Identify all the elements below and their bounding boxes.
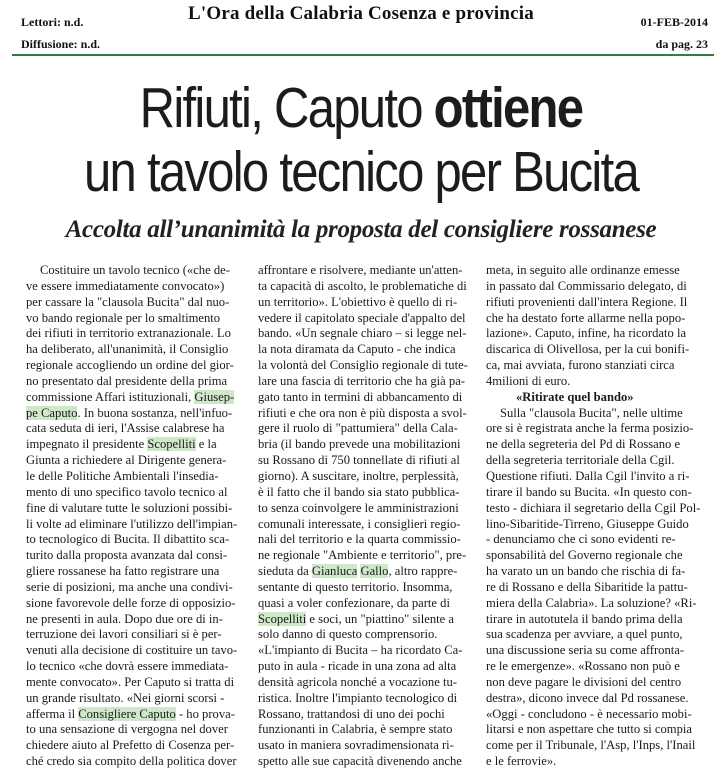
- text-line: gato tanto in termini di abbancamento di: [258, 389, 463, 404]
- text-line: quasi a voler confezionare, da parte di: [258, 595, 450, 610]
- text-line: ristica. Inoltre l'impianto tecnologico di: [258, 690, 458, 705]
- text-line: ta capacità di ascolto, le problematiche di: [258, 278, 467, 293]
- text-line: rifiuti provenienti dall'intera Regione. Il: [486, 294, 688, 309]
- text-line: ca, mai avviata, furono stanziati circa: [486, 358, 675, 373]
- text-line: ne della segreteria del Pd di Rossano e: [486, 437, 681, 452]
- text-line: discarica di Olivellosa, per la cui bonifi-: [486, 342, 690, 357]
- text-line: destra», dicono invece dal Pd rossanese.: [486, 690, 689, 705]
- text-line: litarsi e non aspettare che tutto si compia: [486, 722, 692, 737]
- headline-line-1: Rifiuti, Caputo ottiene: [139, 76, 583, 140]
- text-line: testo - dichiara il segretario della Cgil Pol-: [486, 500, 701, 515]
- text-line: Questione rifiuti. Dalla Cgil l'invito a ri-: [486, 468, 690, 483]
- publication-title: L'Ora della Calabria Cosenza e provincia: [188, 3, 534, 24]
- text-line: tirare in autotutela il bando prima della: [486, 611, 683, 626]
- text-line: 4milioni di euro.: [486, 373, 571, 388]
- text-line: come per il Tribunale, l'Asp, l'Inps, l'Inail: [486, 738, 696, 753]
- header-diffusione: Diffusione: n.d.: [21, 37, 101, 51]
- header-page: da pag. 23: [655, 37, 708, 51]
- highlighted-name: pe Caputo: [26, 405, 78, 420]
- text-line: comunali interessate, i consiglieri regio-: [258, 516, 461, 531]
- article-column-1: [26, 263, 260, 770]
- text-line: e le ferrovie».: [486, 754, 557, 769]
- text-line: afferma il Consigliere Caputo - ho prova-: [26, 706, 235, 721]
- text-line: ore si è registrata anche la ferma posizio-: [486, 421, 694, 436]
- text-line: non deve pagare le divisioni del centro: [486, 674, 682, 689]
- text-line: venuti alla decisione di costituire un tavo-: [26, 643, 238, 658]
- highlighted-name: Gianluca: [311, 564, 358, 579]
- text-line: sua scadenza per avviare, a quel punto,: [486, 627, 683, 642]
- text-line: lino-Sibaritide-Tirreno, Giuseppe Guido: [486, 516, 689, 531]
- text-line: «Oggi - concludono - è necessario mobi-: [486, 706, 692, 721]
- text-line: turito dalla proposta avanzata dal consi-: [26, 548, 228, 563]
- text-line: funzionanti in Calabria, è sempre stato: [258, 722, 453, 737]
- text-line: Rossano, trattandosi di uno dei pochi: [258, 706, 445, 721]
- text-line: tirare il bando su Bucita. «In questo con-: [486, 484, 692, 499]
- text-line: miera della Calabria». La soluzione? «Ri-: [486, 595, 697, 610]
- text-line: Giunta a richiedere al Dirigente genera-: [26, 453, 227, 468]
- text-line: che ha destato forte allarme nella popo-: [486, 310, 686, 325]
- text-line: commissione Affari istituzionali, Giusep-: [26, 389, 235, 404]
- text-line: ne presenti in aula. Dopo due ore di in-: [26, 611, 223, 626]
- text-line: cata seduta di ieri, l'Assise calabrese ha: [26, 421, 225, 436]
- text-line: Scopelliti e soci, un "piattino" silente a: [258, 611, 455, 626]
- text-line: Costituire un tavolo tecnico («che de-: [40, 263, 230, 277]
- article-column-2: [258, 263, 483, 770]
- text-line: giorno). A suscitare, inoltre, perplessità,: [258, 468, 459, 483]
- text-line: vo bando regionale per lo smaltimento: [26, 310, 221, 325]
- article-column-3: [486, 263, 720, 770]
- text-line: solo danno di questo comprensorio.: [258, 627, 438, 642]
- text-line: le delle Politiche Ambientali l'insedia-: [26, 468, 219, 483]
- text-line: usato in maniera sovradimensionata ri-: [258, 738, 454, 753]
- text-line: vedere il capitolato speciale d'appalto del: [258, 310, 466, 325]
- highlighted-name: Scopelliti: [147, 437, 196, 452]
- text-line: ne regionale "Ambiente e territorio", pre-: [258, 548, 467, 563]
- text-line: puto in aula - ricade in una zona ad alta: [258, 659, 457, 674]
- text-line: re di Rossano e della Sibaritide la pattu-: [486, 579, 688, 594]
- text-line: è il fatto che il bando sia stato pubblica-: [258, 484, 460, 499]
- text-line: to una sensazione di vergogna nel dover: [26, 722, 228, 737]
- text-line: gere il ruolo di "pattumiera" della Cala-: [258, 421, 458, 436]
- text-line: in passato dal Commissario delegato, di: [486, 278, 687, 293]
- text-line: sione favorevole delle forze di opposizio-: [26, 595, 236, 610]
- text-line: gliere rossanese ha fatto registrare una: [26, 564, 220, 579]
- text-line: mente convocato». Per Caputo si tratta di: [26, 674, 235, 689]
- text-line: affrontare e risolvere, mediante un'atten-: [258, 263, 463, 277]
- text-line: lazione». Caputo, infine, ha ricordato la: [486, 326, 687, 341]
- text-line: bando. «Un segnale chiaro – si legge nel-: [258, 326, 467, 341]
- text-line: la volontà del Consiglio regionale di tute-: [258, 358, 468, 373]
- text-line: rifiuti e che ora non è più disposta a svol-: [258, 405, 467, 420]
- text-line: bria (il bando prevede una mobilitazioni: [258, 437, 461, 452]
- text-line: ve essere immediatamente convocato»): [26, 278, 225, 293]
- article-subtitle: Accolta all’unanimità la proposta del consigliere rossanese: [65, 216, 657, 243]
- text-line: meta, in seguito alle ordinanze emesse: [486, 263, 680, 277]
- text-line: spetto alle sue capacità divenendo anche: [258, 754, 462, 769]
- text-line: ché credo sia compito della politica dover: [26, 754, 237, 769]
- text-line: sponsabilità del Governo regionale che: [486, 548, 683, 563]
- text-line: «Ritirate quel bando»: [516, 389, 634, 404]
- text-line: Sulla "clausola Bucita", nelle ultime: [500, 405, 683, 420]
- text-line: per cassare la "clausola Bucita" dal nuo-: [26, 294, 230, 309]
- text-line: - denunciamo che ci sono evidenti re-: [486, 532, 676, 547]
- text-line: sentante di questo territorio. Insomma,: [258, 579, 453, 594]
- text-line: mento di uno specifico tavolo tecnico al: [26, 484, 228, 499]
- text-line: pe Caputo. In buona sostanza, nell'infuo-: [26, 405, 233, 420]
- text-line: su Rossano di 750 tonnellate di rifiuti al: [258, 453, 460, 468]
- text-line: no presentato dal presidente della prima: [26, 373, 228, 388]
- text-line: densità agricola nonché a vocazione tu-: [258, 674, 457, 689]
- text-line: li volte ad eliminare l'utilizzo dell'impian-: [26, 516, 238, 531]
- text-line: to senza coinvolgere le amministrazioni: [258, 500, 459, 515]
- header-date: 01-FEB-2014: [640, 15, 708, 29]
- header-rule: [12, 54, 714, 56]
- text-line: una discussione seria su come affronta-: [486, 643, 685, 658]
- highlighted-name: Consigliere Caputo: [78, 706, 176, 721]
- text-line: della segreteria territoriale della Cgil.: [486, 453, 675, 468]
- text-line: ha deliberato, all'unanimità, il Consiglio: [26, 342, 229, 357]
- highlighted-name: Scopelliti: [258, 611, 307, 626]
- text-line: to tecnologico di Bucita. Il dibattito sca-: [26, 532, 230, 547]
- text-line: regionale accogliendo un ordine del gior-: [26, 358, 234, 373]
- text-line: lare una fascia di territorio che ha già pa-: [258, 373, 465, 388]
- text-line: sieduta da Gianluca Gallo, altro rappre-: [258, 564, 458, 579]
- text-line: chiedere aiuto al Prefetto di Cosenza per-: [26, 738, 235, 753]
- header-lettori: Lettori: n.d.: [21, 15, 84, 29]
- text-line: fine di valutare tutte le soluzioni possibi-: [26, 500, 233, 515]
- text-line: terruzione dei lavori consiliari si è per-: [26, 627, 222, 642]
- highlighted-name: Giusep-: [194, 389, 235, 404]
- headline-line-2: un tavolo tecnico per Bucita: [83, 140, 639, 204]
- text-line: un grande risultato. «Nei giorni scorsi -: [26, 690, 225, 705]
- text-line: dei rifiuti in territorio extranazionale. Lo: [26, 326, 231, 341]
- text-line: un territorio». L'obiettivo è quello di ri-: [258, 294, 458, 309]
- text-line: lo tecnico «che dovrà essere immediata-: [26, 659, 229, 674]
- text-line: impegnato il presidente Scopelliti e la: [26, 437, 217, 452]
- text-line: re le emergenze». «Rossano non può e: [486, 659, 680, 674]
- text-line: la nota diramata da Caputo - che indica: [258, 342, 456, 357]
- text-line: ha varato un un bando che rischia di fa-: [486, 564, 686, 579]
- text-line: nali del territorio e la quarta commissio-: [258, 532, 461, 547]
- text-line: «L'impianto di Bucita – ha ricordato Ca-: [258, 643, 463, 658]
- highlighted-name: Gallo: [360, 564, 389, 579]
- text-line: serie di posizioni, ma anche una condivi-: [26, 579, 233, 594]
